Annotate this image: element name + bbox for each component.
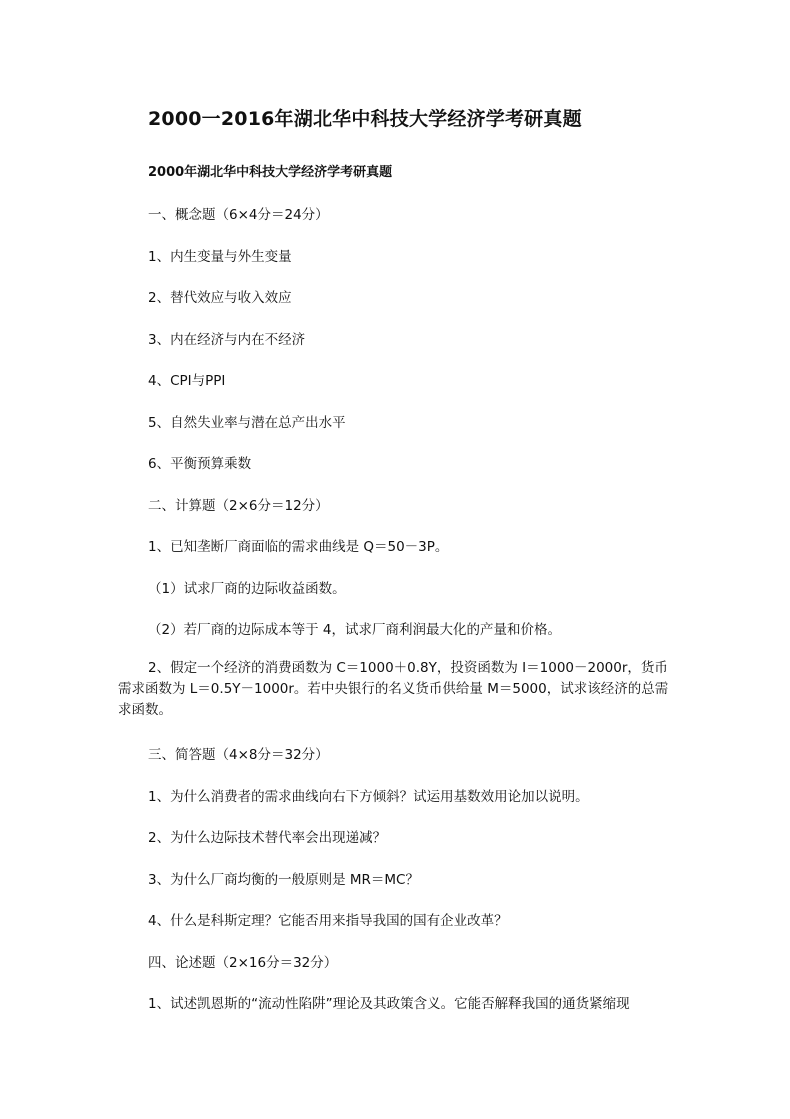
calculation-question-1: 1、已知垄断厂商面临的需求曲线是 Q＝50－3P。: [148, 539, 449, 555]
calculation-subquestion-2: （2）若厂商的边际成本等于 4，试求厂商利润最大化的产量和价格。: [148, 622, 561, 638]
concept-item-4: 4、CPI与PPI: [148, 373, 226, 389]
essay-question-1: 1、试述凯恩斯的“流动性陷阱”理论及其政策含义。它能否解释我国的通货紧缩现: [148, 996, 630, 1012]
calculation-subquestion-1: （1）试求厂商的边际收益函数。: [148, 581, 346, 597]
calculation-question-2: 2、假定一个经济的消费函数为 C＝1000＋0.8Y，投资函数为 I＝1000－2000r，货币需求函数为 L＝0.5Y－1000r。若中央银行的名义货币供给量 M＝5000，试求该经济的总需求函数。: [118, 660, 669, 718]
section-heading-calculation: 二、计算题（2×6分＝12分）: [148, 498, 329, 514]
section-heading-concepts: 一、概念题（6×4分＝24分）: [148, 207, 329, 223]
document-subtitle: 2000年湖北华中科技大学经济学考研真题: [148, 165, 393, 180]
section-heading-essay: 四、论述题（2×16分＝32分）: [148, 955, 338, 971]
section-heading-short-answer: 三、简答题（4×8分＝32分）: [148, 747, 329, 763]
concept-item-3: 3、内在经济与内在不经济: [148, 332, 306, 348]
concept-item-2: 2、替代效应与收入效应: [148, 290, 292, 306]
concept-item-6: 6、平衡预算乘数: [148, 456, 252, 472]
short-answer-question-2: 2、为什么边际技术替代率会出现递减？: [148, 830, 387, 846]
concept-item-1: 1、内生变量与外生变量: [148, 249, 292, 265]
document-title: 2000一2016年湖北华中科技大学经济学考研真题: [148, 108, 582, 130]
short-answer-question-4: 4、什么是科斯定理？它能否用来指导我国的国有企业改革？: [148, 913, 508, 929]
short-answer-question-3: 3、为什么厂商均衡的一般原则是 MR＝MC？: [148, 872, 419, 888]
short-answer-question-1: 1、为什么消费者的需求曲线向右下方倾斜？试运用基数效用论加以说明。: [148, 789, 589, 805]
concept-item-5: 5、自然失业率与潜在总产出水平: [148, 415, 346, 431]
